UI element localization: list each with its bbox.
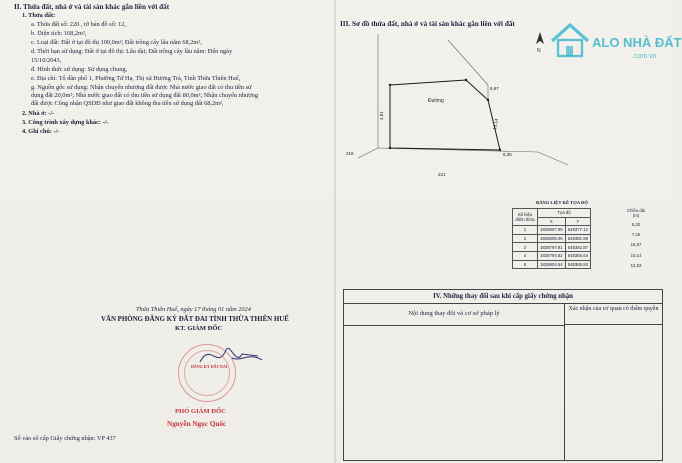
usage-term-date: 15/10/2043, xyxy=(31,57,62,64)
land-type: c. Loại đất: Đất ở tại đô thị 100,0m²; Đất trồng cây lâu năm 68,2m², xyxy=(31,39,202,46)
usage-origin-3: đất được Công nhận QSDĐ như giao đất không thu tiền sử dụng đất 68,2m², xyxy=(31,100,224,107)
table-row: 3 1828797.91 548382.87 xyxy=(513,243,591,252)
section-4-title: IV. Những thay đổi sau khi cấp giấy chứng nhận xyxy=(344,290,662,304)
changes-col-confirm: Xác nhận của cơ quan có thẩm quyền xyxy=(565,303,662,325)
distance-value: 7,26 xyxy=(631,232,641,238)
usage-term: d. Thời hạn sử dụng: Đất ở tại đô thị: Lâu dài; Đất trồng cây lâu năm: Đến ngày xyxy=(31,48,233,55)
address: e. Địa chỉ: Tổ dân phố 1, Phường Tứ Hạ, Thị xã Hương Trà, Tỉnh Thừa Thiên Huế, xyxy=(31,75,241,82)
dim-3: 10,14 xyxy=(492,118,499,131)
page-fold xyxy=(334,0,336,463)
director-title: KT. GIÁM ĐỐC xyxy=(175,325,223,332)
coords-header-coord: Tọa độ xyxy=(538,209,591,218)
north-arrow-icon xyxy=(536,32,544,54)
note-item: 4. Ghi chú: -/- xyxy=(22,128,60,135)
house-item: 2. Nhà ở: -/- xyxy=(22,110,55,117)
distance-value: 10,14 xyxy=(630,252,642,258)
brand-domain: .com.vn xyxy=(632,53,657,60)
parcel-221-label: 221 xyxy=(438,172,446,177)
land-parcel-heading: 1. Thửa đất: xyxy=(22,12,56,19)
changes-section xyxy=(343,289,663,461)
sign-place-date: Thừa Thiên Huế, ngày 17 tháng 01 năm 2024 xyxy=(136,306,251,313)
svg-text:N: N xyxy=(537,48,541,54)
parcel-number: a. Thửa đất số: 220 , tờ bản đồ số: 12, xyxy=(31,21,126,28)
registry-number: Số vào sổ cấp Giấy chứng nhận: VP 437 xyxy=(14,435,116,442)
usage-origin-1: g. Nguồn gốc sử dụng: Nhận chuyển nhượng đất được Nhà nước giao đất có thu tiền sử xyxy=(31,84,252,91)
table-row: 1 1828807.99 548377.12 xyxy=(513,226,591,235)
parcel-outline xyxy=(390,80,500,150)
distance-value: 5,32 xyxy=(631,222,641,227)
usage-form: đ. Hình thức sử dụng: Sử dụng chung, xyxy=(31,66,128,73)
coords-header-point: Số hiệu điểm thửa xyxy=(513,209,538,226)
usage-origin-2: dụng đất 20,0m²; Nhà nước giao đất có thu tiền sử dụng đất 80,0m²; Nhận chuyển nhượng xyxy=(31,92,259,99)
deputy-title: PHÓ GIÁM ĐỐC xyxy=(175,408,226,415)
changes-col-content: Nội dung thay đổi và cơ sở pháp lý xyxy=(344,303,565,326)
brand-watermark xyxy=(548,5,682,73)
parcel-219-label: 219 xyxy=(346,151,354,156)
signature xyxy=(196,336,266,376)
coords-header-y: Y xyxy=(565,217,590,226)
road-label: Đường xyxy=(428,98,444,104)
distance-value: 16,57 xyxy=(630,242,642,248)
office-name: VĂN PHÒNG ĐĂNG KÝ ĐẤT ĐAI TỈNH THỪA THIÊN HUẾ xyxy=(101,316,289,323)
section-2-title: II. Thửa đất, nhà ở và tài sản khác gắn liền với đất xyxy=(14,3,170,11)
changes-divider xyxy=(564,325,565,460)
coords-table-title: BẢNG LIỆT KÊ TỌA ĐỘ xyxy=(536,200,588,205)
construction-item: 3. Công trình xây dựng khác: -/- xyxy=(22,119,109,126)
coords-header-x: X xyxy=(538,217,566,226)
distance-column xyxy=(624,208,648,273)
dim-1: 4,81 xyxy=(379,111,384,120)
dim-2: 6,97 xyxy=(490,86,499,91)
section-3-title: III. Sơ đồ thửa đất, nhà ở và tài sản khác gắn liền với đất xyxy=(340,20,515,28)
distance-header: Chiều dài (m) xyxy=(626,208,646,218)
coords-table xyxy=(512,208,591,269)
signer-name: Nguyễn Ngọc Quốc xyxy=(167,420,227,428)
dim-4: 6,35 xyxy=(503,152,512,157)
parcel-area: b. Diện tích: 168,2m², xyxy=(31,30,87,37)
brand-name: ALO NHÀ ĐẤT xyxy=(592,35,682,50)
table-row: 5 1828804.64 548365.84 xyxy=(513,260,591,269)
distance-value: 12,53 xyxy=(630,262,642,268)
table-row: 2 1828805.06 548381.59 xyxy=(513,234,591,243)
table-row: 4 1828794.62 548366.64 xyxy=(513,251,591,260)
stamp-text: ĐĂNG KÝ ĐẤT ĐAI xyxy=(191,364,228,369)
